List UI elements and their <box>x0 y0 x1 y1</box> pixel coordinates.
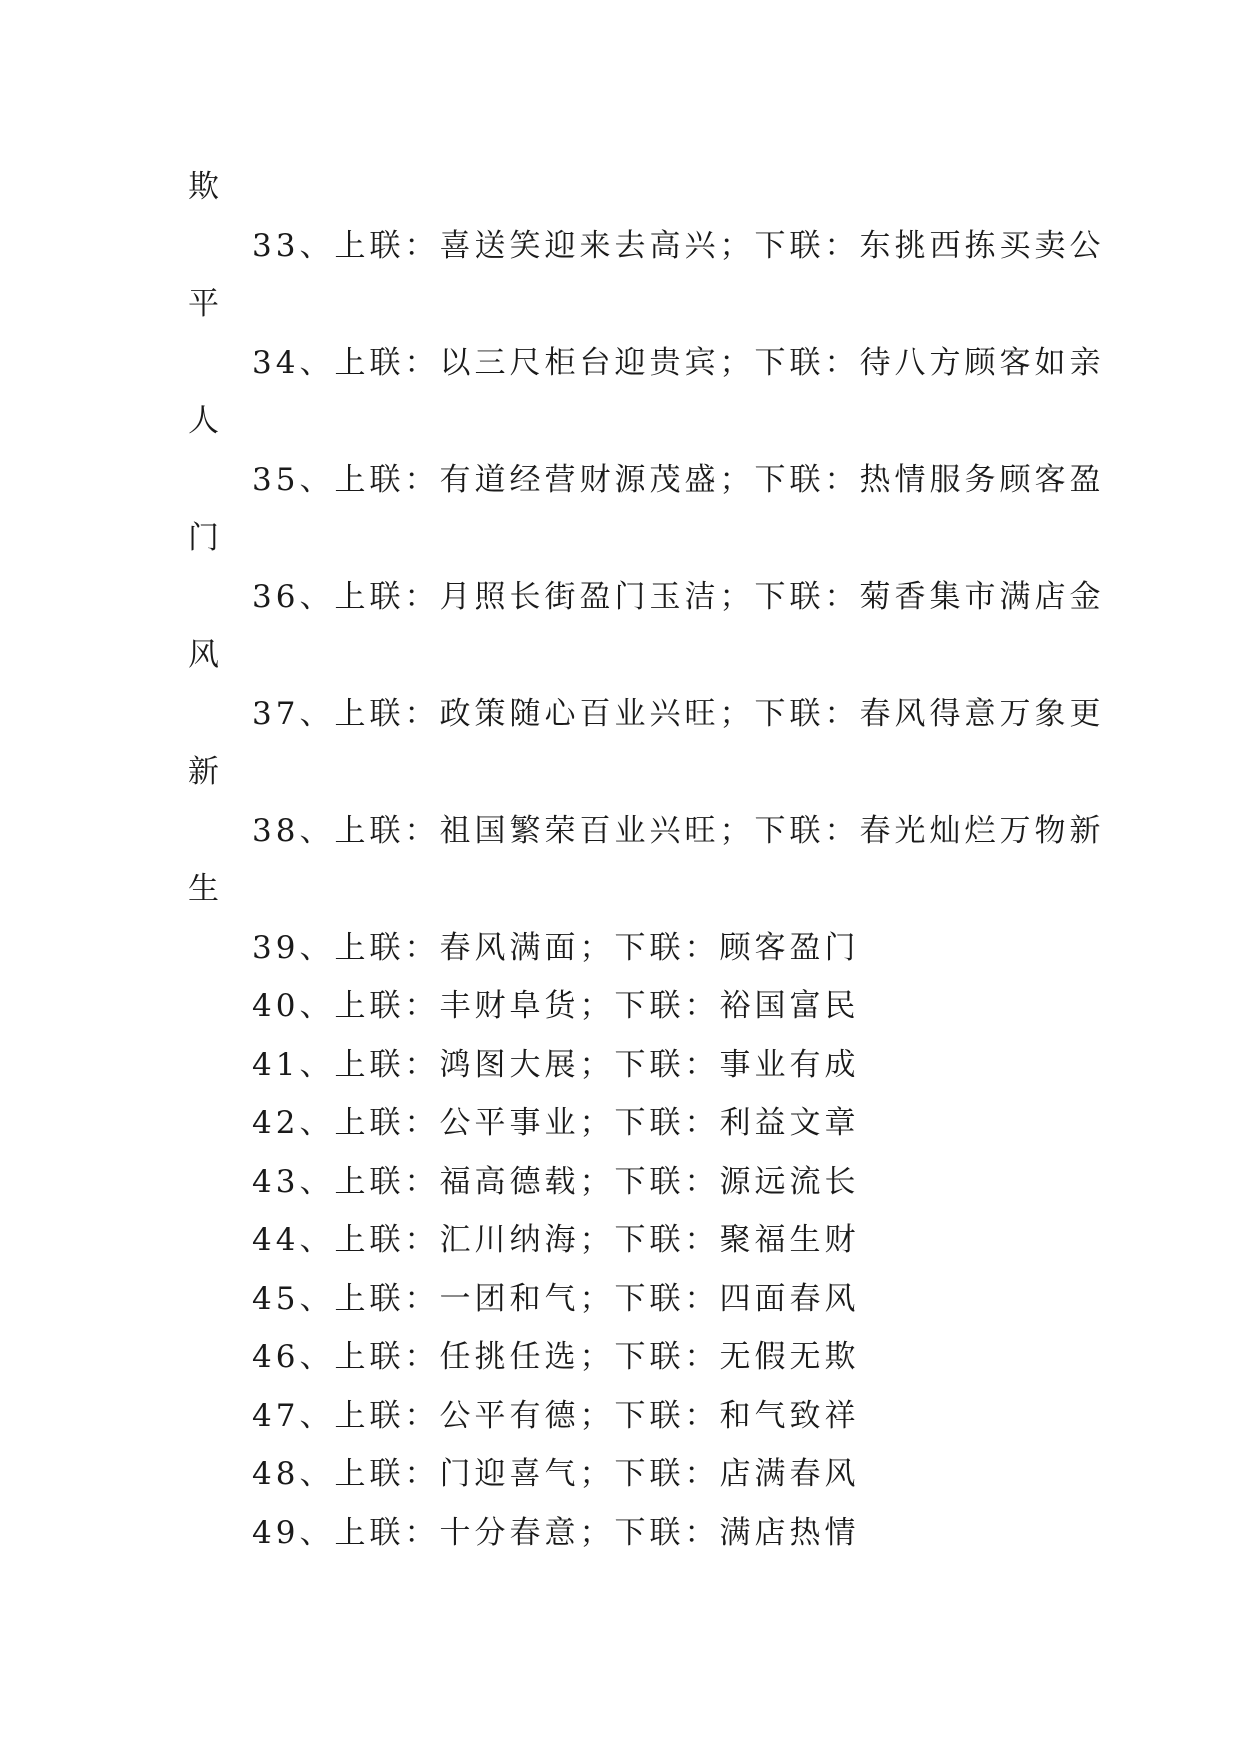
text-line: 人 <box>188 403 223 439</box>
couplet-line: 33、上联：喜送笑迎来去高兴；下联：东挑西拣买卖公 <box>252 227 1105 264</box>
text-line: 门 <box>188 520 223 556</box>
text-line: 平 <box>188 286 223 322</box>
couplet-line: 39、上联：春风满面；下联：顾客盈门 <box>252 929 860 966</box>
text-line: 风 <box>188 637 223 673</box>
text-line: 新 <box>188 754 223 790</box>
couplet-line: 34、上联：以三尺柜台迎贵宾；下联：待八方顾客如亲 <box>252 344 1105 381</box>
text-line: 生 <box>188 871 223 907</box>
text-line: 欺 <box>188 169 223 205</box>
couplet-line: 37、上联：政策随心百业兴旺；下联：春风得意万象更 <box>252 695 1105 732</box>
couplet-line: 40、上联：丰财阜货；下联：裕国富民 <box>252 988 860 1024</box>
couplet-line: 43、上联：福高德载；下联：源远流长 <box>252 1163 860 1200</box>
couplet-line: 49、上联：十分春意；下联：满店热情 <box>252 1514 860 1551</box>
couplet-line: 42、上联：公平事业；下联：利益文章 <box>252 1105 860 1141</box>
couplet-line: 36、上联：月照长街盈门玉洁；下联：菊香集市满店金 <box>252 578 1105 615</box>
couplet-line: 41、上联：鸿图大展；下联：事业有成 <box>252 1046 860 1083</box>
couplet-line: 38、上联：祖国繁荣百业兴旺；下联：春光灿烂万物新 <box>252 812 1105 849</box>
couplet-line: 45、上联：一团和气；下联：四面春风 <box>252 1280 860 1317</box>
couplet-line: 35、上联：有道经营财源茂盛；下联：热情服务顾客盈 <box>252 461 1105 498</box>
couplet-line: 46、上联：任挑任选；下联：无假无欺 <box>252 1339 860 1375</box>
couplet-line: 44、上联：汇川纳海；下联：聚福生财 <box>252 1222 860 1258</box>
document-body <box>188 158 1105 1562</box>
couplet-line: 47、上联：公平有德；下联：和气致祥 <box>252 1397 860 1434</box>
couplet-line: 48、上联：门迎喜气；下联：店满春风 <box>252 1456 860 1492</box>
